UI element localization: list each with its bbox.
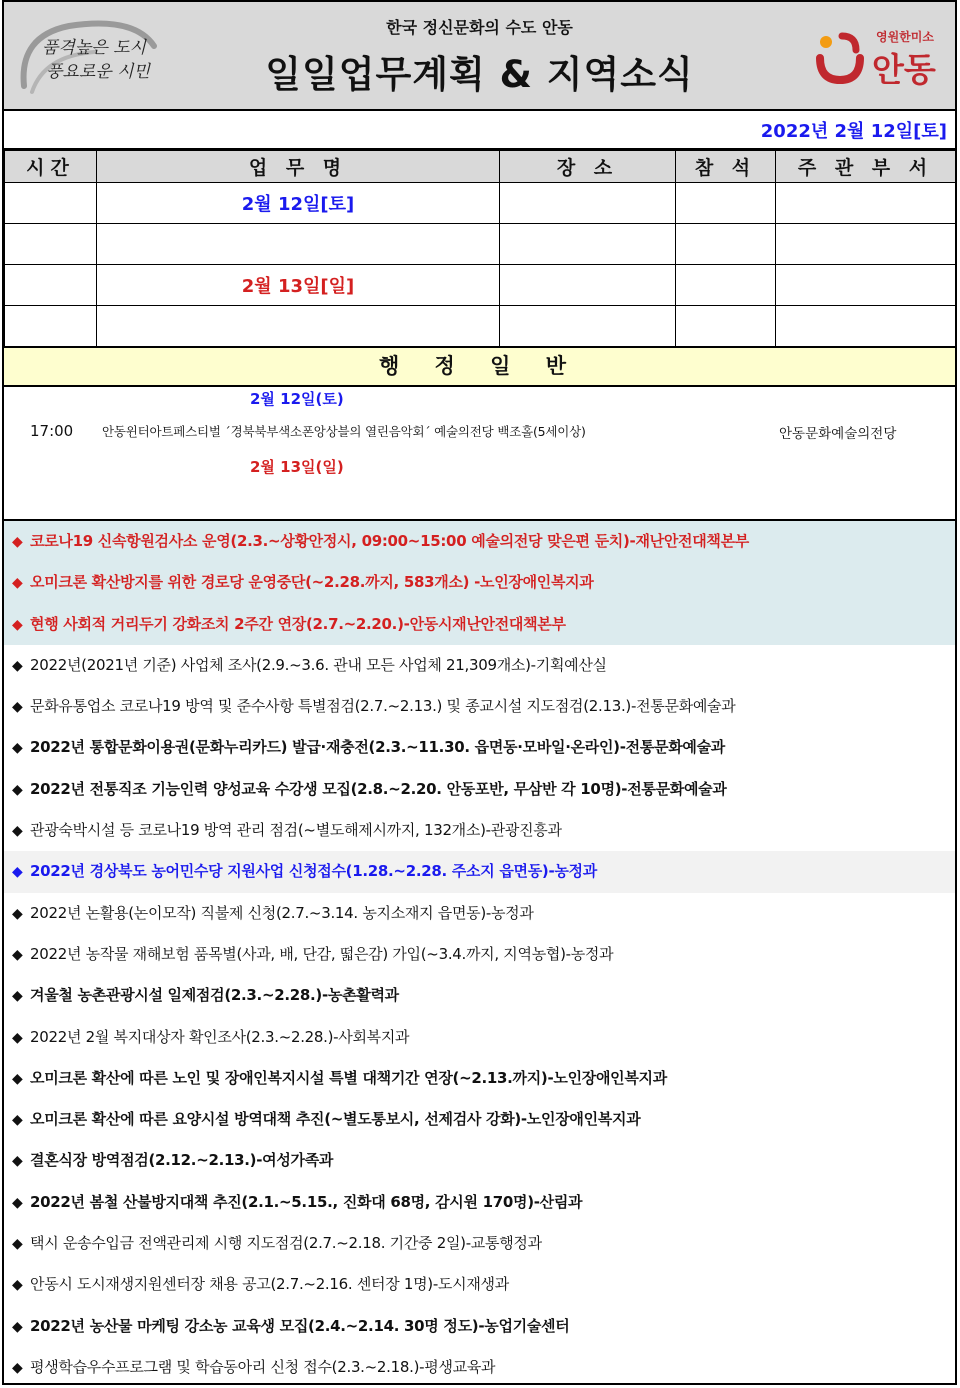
news-item (4, 1058, 955, 1099)
diamond-bullet-icon: ◆ (12, 1070, 23, 1087)
diamond-bullet-icon: ◆ (12, 1277, 23, 1294)
news-item (4, 934, 955, 975)
news-text: 2022년 봄철 산불방지대책 추진(2.1.~5.15., 진화대 68명, 감시원 170명)-산림과 (30, 1192, 583, 1211)
diamond-bullet-icon: ◆ (12, 823, 23, 840)
cell-place (500, 306, 676, 347)
news-text: 2022년 논활용(논이모작) 직불제 신청(2.7.~3.14. 농지소재지 읍면동)-농정과 (30, 903, 534, 922)
diamond-bullet-icon: ◆ (12, 1112, 23, 1129)
cell-time (5, 224, 97, 265)
news-text: 문화유통업소 코로나19 방역 및 준수사항 특별점검(2.7.~2.13.) 및 종교시설 지도점검(2.13.)-전통문화예술과 (30, 697, 736, 716)
cell-place (500, 183, 676, 224)
diamond-bullet-icon: ◆ (12, 534, 23, 550)
news-text: 관광숙박시설 등 코로나19 방역 관리 점검(~별도해제시까지, 132개소)-관광진흥과 (30, 821, 562, 840)
diamond-bullet-icon: ◆ (12, 657, 23, 674)
diamond-bullet-icon: ◆ (12, 575, 23, 592)
news-item (4, 645, 955, 686)
admin-section-heading: 행 정 일 반 (4, 346, 955, 387)
news-text: 평생학습우수프로그램 및 학습동아리 신청 접수(2.3.~2.18.)-평생교육과 (30, 1357, 496, 1376)
news-text: 오미크론 확산에 따른 노인 및 장애인복지시설 특별 대책기간 연장(~2.13.까지)-노인장애인복지과 (30, 1068, 667, 1087)
cell-dept (776, 183, 956, 224)
news-item (4, 975, 955, 1016)
diamond-bullet-icon: ◆ (12, 1194, 23, 1211)
news-text: 2022년 통합문화이용권(문화누리카드) 발급·재충전(2.3.~11.30. 읍면동·모바일·온라인)-전통문화예술과 (30, 738, 725, 757)
diamond-bullet-icon: ◆ (12, 1153, 23, 1170)
news-text: 택시 운송수입금 전액관리제 시행 지도점검(2.7.~2.18. 기간중 2일)-교통행정과 (30, 1234, 542, 1253)
diamond-bullet-icon: ◆ (12, 1359, 23, 1376)
header-time: 시간 (5, 151, 97, 183)
cell-task (97, 224, 500, 265)
slogan-line2: 풍요로운 시민 (46, 62, 150, 82)
news-text: 2022년 2월 복지대상자 확인조사(2.3.~2.28.)-사회복지과 (30, 1027, 410, 1046)
news-list (4, 521, 955, 1388)
news-text: 코로나19 신속항원검사소 운영(2.3.~상황안정시, 09:00~15:00 예술의전당 맞은편 둔치)-재난안전대책본부 (30, 532, 749, 550)
news-item (4, 562, 955, 603)
cell-attend (676, 306, 776, 347)
table-row (5, 224, 956, 265)
andong-logo (812, 24, 942, 88)
news-text: 오미크론 확산방지를 위한 경로당 운영중단(~2.28.까지, 583개소) -노인장애인복지과 (30, 573, 594, 592)
news-item (4, 851, 955, 892)
diamond-bullet-icon: ◆ (12, 616, 23, 633)
table-row (5, 183, 956, 224)
diamond-bullet-icon: ◆ (12, 864, 23, 881)
news-item (4, 1140, 955, 1181)
cell-time (5, 265, 97, 306)
slogan-line1: 품격높은 도시 (42, 38, 146, 58)
diamond-bullet-icon: ◆ (12, 1236, 23, 1253)
cell-attend (676, 224, 776, 265)
news-item (4, 1223, 955, 1264)
diamond-bullet-icon: ◆ (12, 1318, 23, 1335)
news-text: 안동시 도시재생지원센터장 채용 공고(2.7.~2.16. 센터장 1명)-도시재생과 (30, 1275, 509, 1294)
cell-attend (676, 265, 776, 306)
news-text: 2022년 경상북도 농어민수당 지원사업 신청접수(1.28.~2.28. 주소지 읍면동)-농정과 (30, 862, 597, 881)
diamond-bullet-icon: ◆ (12, 781, 23, 798)
report-date: 2022년 2월 12일[토] (760, 121, 947, 142)
news-item (4, 521, 955, 562)
admin-event-desc: 안동윈터아트페스티벌 ´경북북부색소폰앙상블의 열린음악회´ 예술의전당 백조홀(5세이상) (102, 424, 586, 439)
schedule-table (4, 150, 956, 347)
news-text: 2022년 농산물 마케팅 강소농 교육생 모집(2.4.~2.14. 30명 정도)-농업기술센터 (30, 1316, 570, 1335)
admin-event-place: 안동문화예술의전당 (779, 426, 897, 442)
table-row (5, 265, 956, 306)
diamond-bullet-icon: ◆ (12, 1029, 23, 1046)
news-item (4, 686, 955, 727)
smile-mark-icon (812, 28, 868, 84)
news-text: 2022년 농작물 재해보험 품목별(사과, 배, 단감, 떫은감) 가입(~3.4.까지, 지역농협)-농정과 (30, 944, 614, 963)
table-row (5, 306, 956, 347)
news-item (4, 769, 955, 810)
header-task: 업 무 명 (97, 151, 500, 183)
diamond-bullet-icon: ◆ (12, 905, 23, 922)
cell-dept (776, 265, 956, 306)
subtitle: 한국 정신문화의 수도 안동 (386, 18, 573, 37)
news-text: 2022년 전통직조 기능인력 양성교육 수강생 모집(2.8.~2.20. 안동포반, 무삼반 각 10명)-전통문화예술과 (30, 779, 727, 798)
news-text: 오미크론 확산에 따른 요양시설 방역대책 추진(~별도통보시, 선제검사 강화)-노인장애인복지과 (30, 1110, 641, 1129)
diamond-bullet-icon: ◆ (12, 699, 23, 716)
news-text: 결혼식장 방역점검(2.12.~2.13.)-여성가족과 (30, 1151, 334, 1170)
header-banner (4, 2, 955, 111)
header-place: 장 소 (500, 151, 676, 183)
news-item (4, 1264, 955, 1305)
news-item (4, 810, 955, 851)
cell-dept (776, 224, 956, 265)
document-frame (2, 0, 957, 1385)
news-item (4, 1182, 955, 1223)
admin-event-time: 17:00 (30, 422, 74, 440)
news-item (4, 727, 955, 768)
diamond-bullet-icon: ◆ (12, 740, 23, 757)
cell-task: 2월 13일[일] (97, 265, 500, 306)
diamond-bullet-icon: ◆ (12, 946, 23, 963)
cell-attend (676, 183, 776, 224)
cell-place (500, 265, 676, 306)
news-text: 현행 사회적 거리두기 강화조치 2주간 연장(2.7.~2.20.)-안동시재난안전대책본부 (30, 614, 566, 633)
logo-slogan: 영원한미소 (876, 30, 934, 44)
news-item (4, 604, 955, 645)
cell-task (97, 306, 500, 347)
cell-time (5, 183, 97, 224)
diamond-bullet-icon: ◆ (12, 988, 23, 1005)
header-attend: 참 석 (676, 151, 776, 183)
cell-task: 2월 12일[토] (97, 183, 500, 224)
news-item (4, 1306, 955, 1347)
cell-place (500, 224, 676, 265)
admin-date-sun: 2월 13일(일) (250, 458, 344, 476)
news-item (4, 1099, 955, 1140)
page-title: 일일업무계획 & 지역소식 (265, 53, 694, 96)
cell-dept (776, 306, 956, 347)
cell-time (5, 306, 97, 347)
admin-date-sat: 2월 12일(토) (250, 390, 344, 408)
news-item (4, 893, 955, 934)
news-item (4, 1017, 955, 1058)
news-text: 2022년(2021년 기준) 사업체 조사(2.9.~3.6. 관내 모든 사업체 21,309개소)-기획예산실 (30, 655, 607, 674)
news-item (4, 1347, 955, 1388)
table-header-row (5, 151, 956, 183)
logo-name: 안동 (872, 50, 936, 89)
news-text: 겨울철 농촌관광시설 일제점검(2.3.~2.28.)-농촌활력과 (30, 986, 399, 1005)
header-dept: 주 관 부 서 (776, 151, 956, 183)
